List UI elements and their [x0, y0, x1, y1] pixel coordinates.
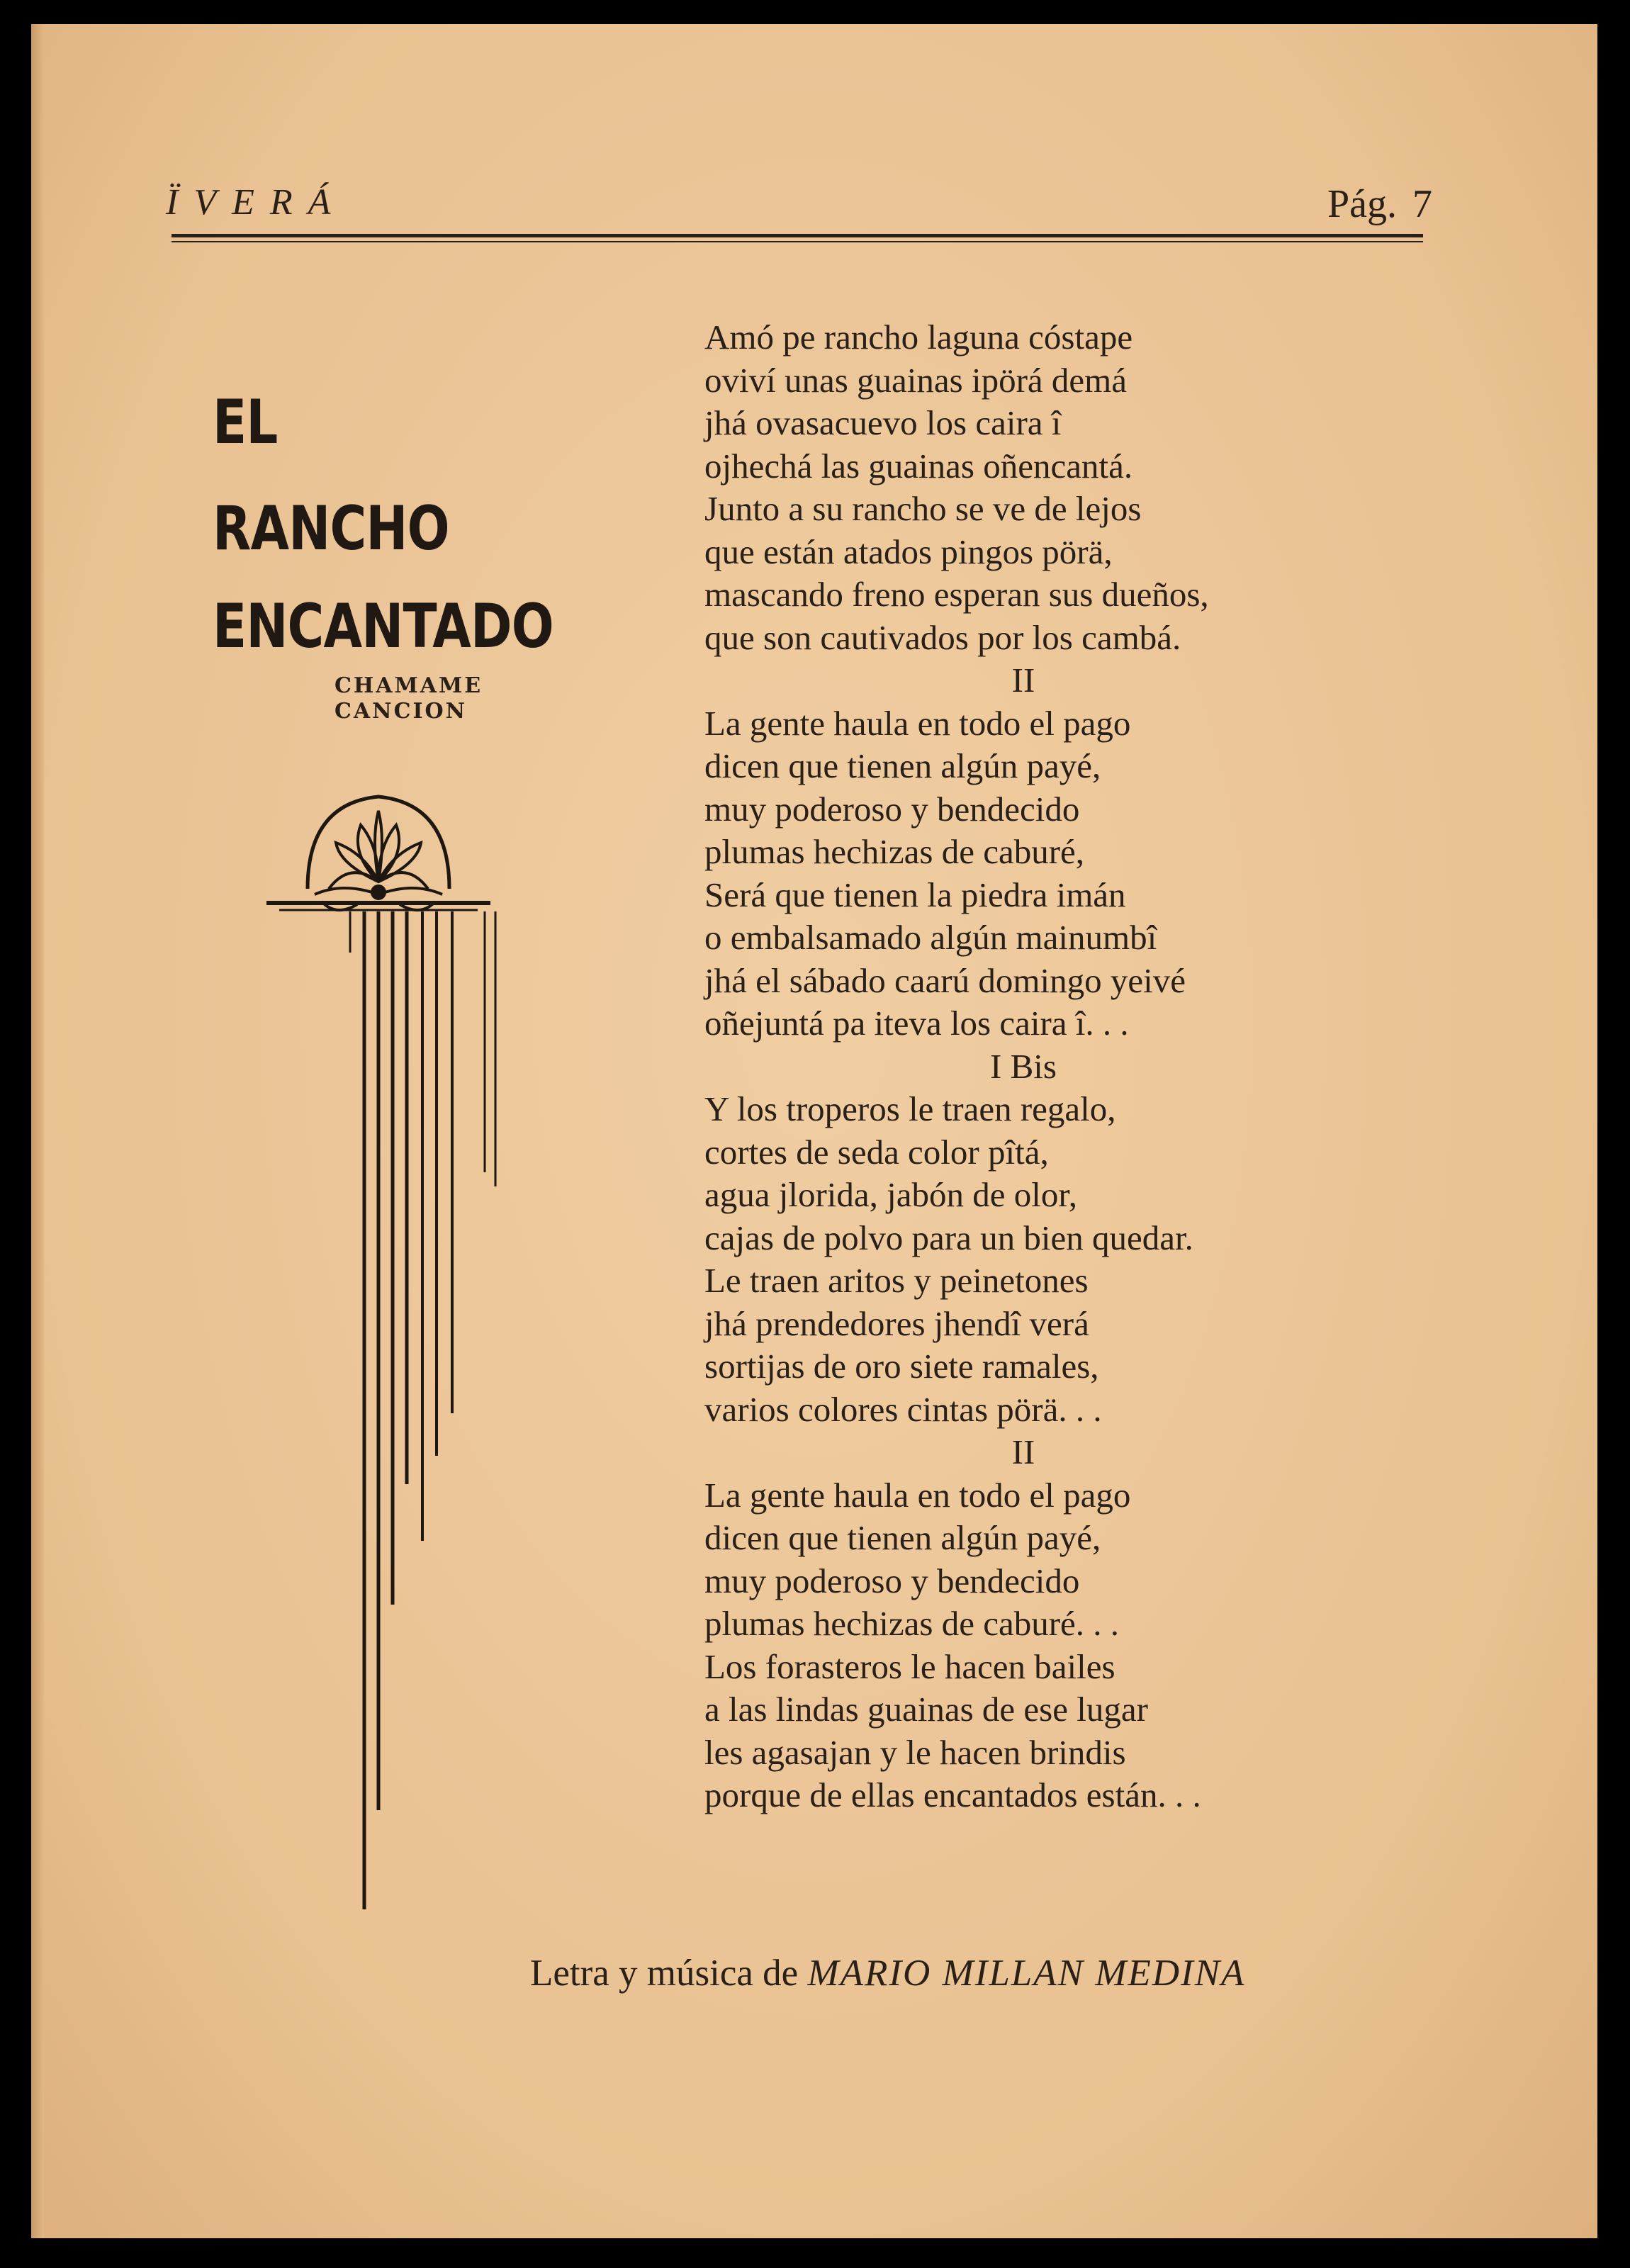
stanza-heading: II	[1011, 661, 1035, 700]
lyric-line: o embalsamado algún mainumbî	[704, 918, 1157, 957]
lyric-line: jhá el sábado caarú domingo yeivé	[704, 960, 1186, 1000]
song-type: CANCION	[335, 699, 468, 724]
lyric-line: jhá prendedores jhendî verá	[704, 1303, 1089, 1343]
lyric-line: plumas hechizas de caburé. . .	[704, 1604, 1120, 1643]
lyric-line: agua jlorida, jabón de olor,	[704, 1175, 1077, 1214]
lyric-line: les agasajan y le hacen brindis	[704, 1732, 1126, 1772]
lyric-line: oñejuntá pa iteva los caira î. . .	[704, 1004, 1129, 1043]
lyric-line: La gente haula en todo el pago	[704, 703, 1131, 743]
credit-prefix: Letra y música de	[530, 1953, 799, 1994]
lyric-line: varios colores cintas pörä. . .	[704, 1389, 1102, 1429]
lyric-line: cajas de polvo para un bien quedar.	[704, 1218, 1193, 1257]
song-title-line-1: EL	[213, 387, 278, 458]
lyric-line: muy poderoso y bendecido	[704, 789, 1080, 829]
header-rule-thick	[172, 234, 1423, 237]
lyric-line: mascando freno esperan sus dueños,	[704, 575, 1209, 614]
magazine-page	[31, 24, 1597, 2238]
song-credit	[530, 1952, 1245, 1994]
credit-author: MARIO MILLAN MEDINA	[807, 1953, 1246, 1994]
lyric-line: Le traen aritos y peinetones	[704, 1261, 1089, 1300]
lyric-line: plumas hechizas de caburé,	[704, 832, 1085, 871]
lyric-line: porque de ellas encantados están. . .	[704, 1775, 1201, 1814]
stanza-heading: II	[1011, 1432, 1035, 1471]
lyric-line: jhá ovasacuevo los caira î	[704, 403, 1062, 442]
lyric-line: que son cautivados por los cambá.	[704, 617, 1181, 657]
lyric-line: cortes de seda color pîtá,	[704, 1132, 1049, 1172]
lyric-line: dicen que tienen algún payé,	[704, 1518, 1101, 1557]
song-lyrics	[704, 316, 1342, 1817]
decorative-ornament	[265, 775, 549, 1938]
lyric-line: dicen que tienen algún payé,	[704, 746, 1101, 785]
song-title-line-3: ENCANTADO	[213, 591, 553, 662]
magazine-title: ÏVERÁ	[166, 182, 347, 223]
lyric-line: Y los troperos le traen regalo,	[704, 1089, 1116, 1128]
lyric-line: La gente haula en todo el pago	[704, 1475, 1131, 1515]
header-rule-thin	[172, 241, 1423, 242]
lyric-line: a las lindas guainas de ese lugar	[704, 1690, 1148, 1729]
song-title-line-2: RANCHO	[213, 493, 449, 564]
lyric-line: sortijas de oro siete ramales,	[704, 1347, 1099, 1386]
lyric-line: muy poderoso y bendecido	[704, 1561, 1080, 1600]
lyric-line: Será que tienen la piedra imán	[704, 875, 1126, 914]
page-spine-shadow	[31, 24, 44, 2238]
lyric-line: oviví unas guainas ipörá demá	[704, 360, 1128, 400]
lyric-line: ojhechá las guainas oñencantá.	[704, 446, 1133, 485]
song-genre: CHAMAME	[335, 673, 483, 698]
page-number: Pág. 7	[1327, 182, 1432, 226]
lyric-line: que están atados pingos pörä,	[704, 532, 1113, 571]
lyric-line: Los forasteros le hacen bailes	[704, 1646, 1115, 1686]
lyric-line: Amó pe rancho laguna cóstape	[704, 318, 1133, 357]
lyric-line: Junto a su rancho se ve de lejos	[704, 489, 1142, 528]
stanza-heading: I Bis	[990, 1046, 1057, 1086]
